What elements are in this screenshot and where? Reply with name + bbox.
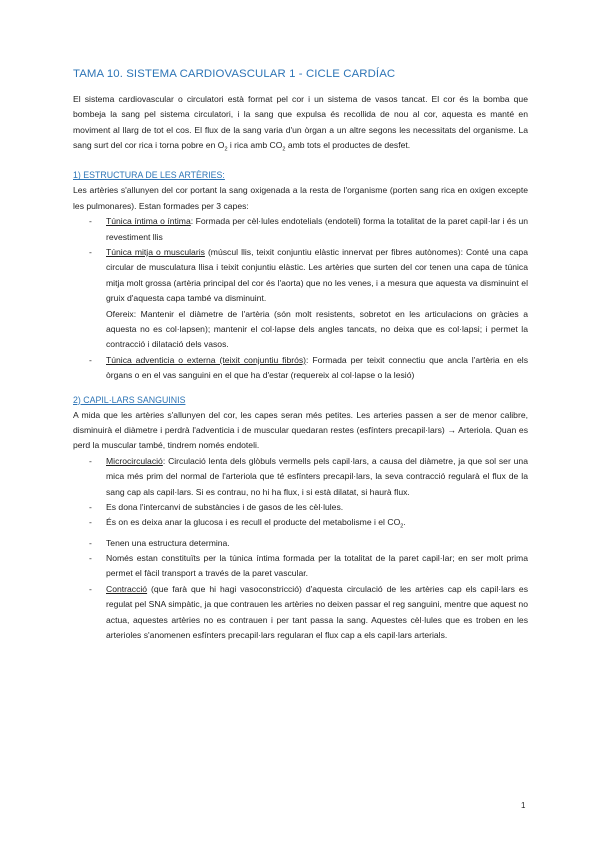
section-heading-arteries: 1) ESTRUCTURA DE LES ARTÈRIES: bbox=[73, 170, 225, 181]
list-item: - Microcirculació: Circulació lenta dels glòbuls vermells pels capil·lars, a causa del diàmetre, ja que sol ser una mica més prim del normal de l'arteriola que té esfínters precapil·lars, la seva contracció regularà el flux de la sang cap als capil·lars. Si es contrau, no hi ha flux, i si està dilatat, si haurà flux. bbox=[89, 455, 528, 497]
page-title: TAMA 10. SISTEMA CARDIOVASCULAR 1 - CICLE CARDÍAC bbox=[73, 68, 396, 80]
list-item: - Túnica adventicia o externa (teixit conjuntiu fibrós): Formada per teixit connectiu que ancla l'artèria en els òrgans o en el vas sanguini en el que ha d'estar (requereix al col·lapse o la lesió) bbox=[89, 354, 528, 381]
section-intro-capillaries: A mida que les artèries s'allunyen del cor, les capes seran més petites. Les arteries passen a ser de menor calibre, disminuirà el diàmetre i perdrà l'adventicia i de muscular quedaran restes (esfínters precapil·lars) → Arteriola. Quan es perd la muscular també, tindrem només endoteli. bbox=[73, 409, 528, 451]
list-item: - Tenen una estructura determina. bbox=[89, 537, 230, 548]
list-item: - Es dona l'intercanvi de substàncies i de gasos de les cèl·lules. bbox=[89, 502, 344, 513]
list-item: - Túnica mitja o muscularis (múscul llis, teixit conjuntiu elàstic innervat per fibres autònomes): Conté una capa circular de musculatura llisa i teixit conjuntiu elàstic. Les artèries que surten del cor tenen una capa de túnica mitja molt grossa (artèria principal del cor és l'aorta) que no les venes, i a mesura que aquesta va disminuint el gruix d'aquesta capa també va disminuint. Ofereix: Mantenir el diàmetre de l'artèria (són molt resistents, sobretot en les articulacions on gràcies a aquesta no es col·lapsen); mantenir el col·lapse dels angles tancats, no deixa que es col·lapsi; i permet la contracció i dilatació dels vasos. bbox=[89, 246, 528, 350]
section-heading-capillaries: 2) CAPIL·LARS SANGUINIS bbox=[73, 394, 186, 405]
list-item: - És on es deixa anar la glucosa i es recull el producte del metabolisme i el $CO_2$. bbox=[89, 517, 406, 531]
arteries-list bbox=[73, 214, 528, 383]
list-item: - Contracció (que farà que hi hagi vasoconstricció) d'aquesta circulació de les artèries cap els capil·lars es regulat pel SNA simpàtic, ja que contrauen les artèries no deixen passar el reg sanguini, mentre que aquest no actua, aquestes artèries no es contrauen i per tant passa la sang. Aquestes cèl·lules que es troben en les arterioles s'anomenen esfínters precapil·lars regularan el flux cap a els capil·lars arterials. bbox=[89, 583, 528, 641]
intro-paragraph: El sistema cardiovascular o circulatori està format pel cor i un sistema de vasos tancat. El cor és la bomba que bombeja la sang pel sistema circulatori, i la sang que expulsa és recollida de nou al cor, aquesta es manté en moviment al llarg de tot el cos. El flux de la sang varia d'un òrgan a un altre segons les necessitats del organisme. La sang surt del cor rica i torna pobre en $O_2$ i rica amb $CO_2$ amb tots el productes de desfet. bbox=[73, 94, 528, 153]
capillaries-list bbox=[73, 454, 528, 644]
list-item: - Túnica íntima o íntima: Formada per cèl·lules endotelials (endoteli) forma la totalitat de la paret capil·lar i és un revestiment llis bbox=[89, 216, 529, 242]
page-number: 1 bbox=[521, 801, 526, 810]
document-page bbox=[73, 68, 528, 643]
section-intro-arteries: Les artèries s'allunyen del cor portant la sang oxigenada a la resta de l'organisme (porten sang rica en oxigen excepte les pulmonares). Estan formades per 3 capes: bbox=[73, 185, 528, 211]
list-item: - Només estan constituïts per la túnica íntima formada per la totalitat de la paret capil·lar; en ser molt prima permet el fàcil transport a través de la paret vascular. bbox=[89, 553, 528, 579]
